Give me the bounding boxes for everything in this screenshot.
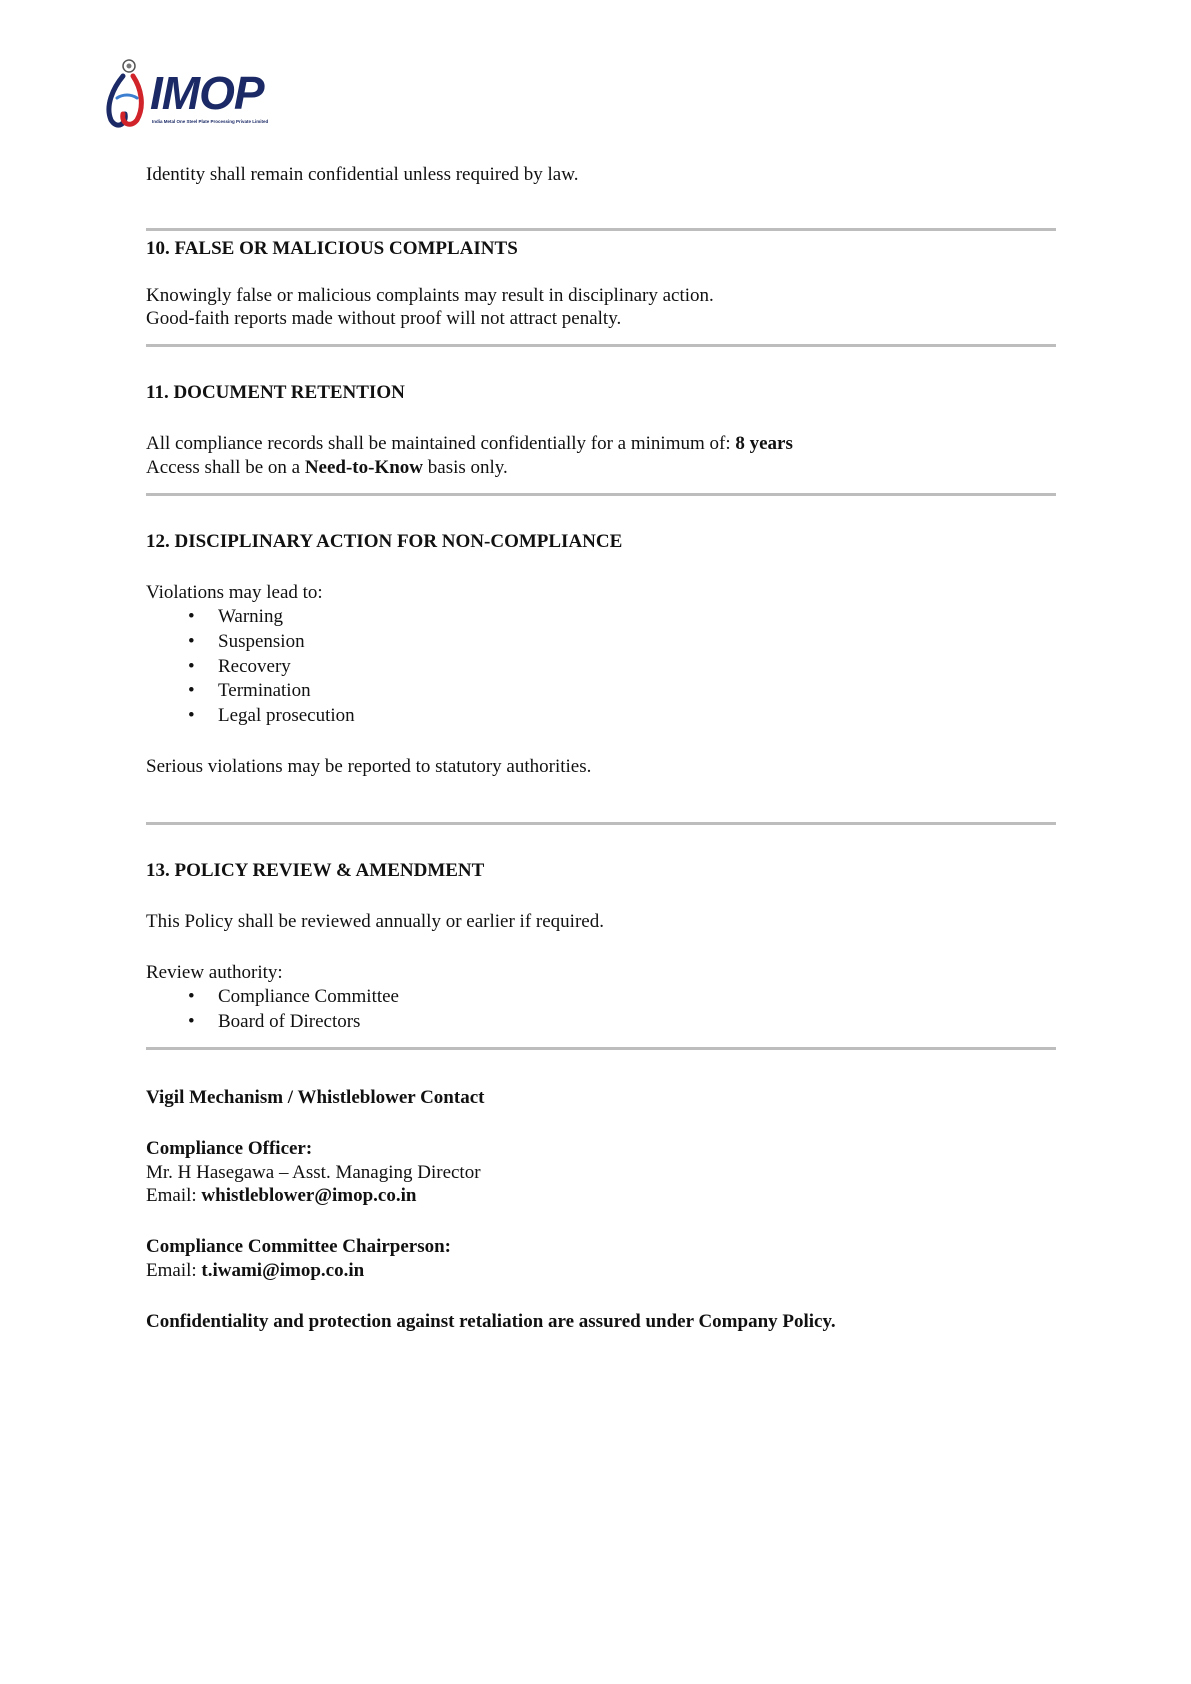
list-item: Suspension	[218, 631, 305, 652]
access-prefix: Access shall be on a	[146, 457, 305, 478]
chair-email-link[interactable]: t.iwami@imop.co.in	[201, 1260, 365, 1281]
section-10-line-1: Knowingly false or malicious complaints may result in disciplinary action.	[146, 285, 714, 306]
section-13-heading: 13. POLICY REVIEW & AMENDMENT	[146, 860, 485, 881]
access-suffix: basis only.	[423, 457, 508, 478]
bullet-icon: •	[188, 631, 195, 652]
list-item: Termination	[218, 680, 311, 701]
section-10-heading: 10. FALSE OR MALICIOUS COMPLAINTS	[146, 238, 518, 259]
bullet-icon: •	[188, 606, 195, 627]
intro-text: Identity shall remain confidential unless required by law.	[146, 164, 579, 185]
list-item: Warning	[218, 606, 283, 627]
list-item: Board of Directors	[218, 1011, 361, 1032]
list-item: Compliance Committee	[218, 986, 399, 1007]
retention-prefix: All compliance records shall be maintained confidentially for a minimum of:	[146, 433, 736, 454]
divider	[146, 228, 1056, 231]
section-11-line-2	[146, 456, 508, 480]
logo-tagline: India Metal One Steel Plate Processing Private Limited	[152, 119, 269, 124]
officer-email-label: Email:	[146, 1185, 202, 1206]
chair-email-line	[146, 1259, 364, 1283]
review-authority-label: Review authority:	[146, 962, 283, 983]
section-10-line-2: Good-faith reports made without proof will not attract penalty.	[146, 308, 622, 329]
officer-email-line	[146, 1184, 416, 1208]
contact-closing: Confidentiality and protection against retaliation are assured under Company Policy.	[146, 1311, 836, 1332]
logo-wordmark: IMOP	[150, 67, 264, 119]
contact-heading: Vigil Mechanism / Whistleblower Contact	[146, 1087, 485, 1108]
bullet-icon: •	[188, 1011, 195, 1032]
bullet-icon: •	[188, 986, 195, 1007]
section-12-heading: 12. DISCIPLINARY ACTION FOR NON-COMPLIANCE	[146, 531, 623, 552]
divider	[146, 822, 1056, 825]
divider	[146, 1047, 1056, 1050]
section-12-closing: Serious violations may be reported to statutory authorities.	[146, 756, 592, 777]
access-basis: Need-to-Know	[304, 457, 424, 478]
officer-email-link[interactable]: whistleblower@imop.co.in	[201, 1185, 417, 1206]
section-12-intro: Violations may lead to:	[146, 582, 323, 603]
officer-name: Mr. H Hasegawa – Asst. Managing Director	[146, 1162, 481, 1183]
retention-period: 8 years	[735, 433, 793, 454]
section-11-heading: 11. DOCUMENT RETENTION	[146, 382, 405, 403]
section-11-line-1	[146, 432, 793, 456]
bullet-icon: •	[188, 705, 195, 726]
chair-email-label: Email:	[146, 1260, 202, 1281]
officer-label: Compliance Officer:	[146, 1138, 313, 1159]
list-item: Legal prosecution	[218, 705, 355, 726]
section-13-line-1: This Policy shall be reviewed annually or earlier if required.	[146, 911, 604, 932]
logo-figure-icon	[103, 58, 153, 138]
bullet-icon: •	[188, 680, 195, 701]
divider	[146, 493, 1056, 496]
chair-label: Compliance Committee Chairperson:	[146, 1236, 452, 1257]
company-logo	[103, 58, 273, 138]
divider	[146, 344, 1056, 347]
list-item: Recovery	[218, 656, 291, 677]
bullet-icon: •	[188, 656, 195, 677]
